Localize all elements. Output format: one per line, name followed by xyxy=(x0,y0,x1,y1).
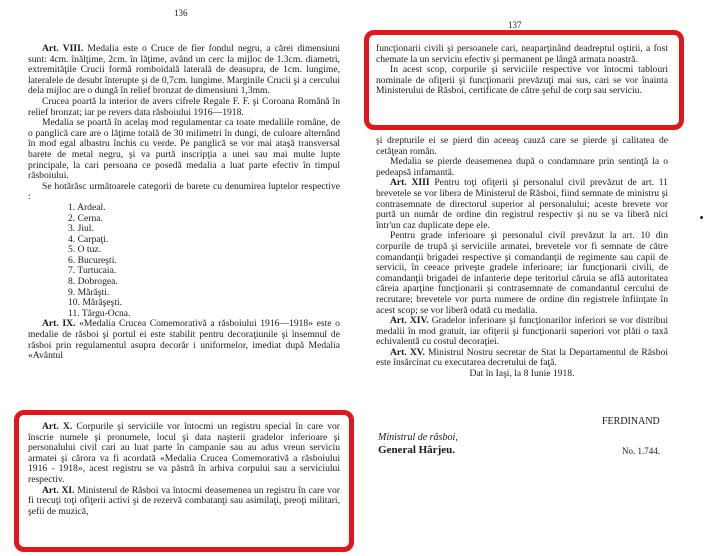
highlight-box-left-bottom xyxy=(14,410,354,552)
article-14: Art. XIV. Gradelor inferioare şi funcţionarilor inferiori se vor distribui medalii în mod gratuit, iar ofiţerii şi funcţionarii superiori vor plăti o taxă echivalentă cu costul decoraţiei. xyxy=(376,315,669,348)
decree-number: No. 1.744. xyxy=(622,446,660,456)
battle-item: 9. Mărăşti. xyxy=(68,286,110,298)
battle-item: 6. Bucureşti. xyxy=(68,254,117,266)
battle-list xyxy=(28,203,340,320)
article-9: Art. IX. «Medalia Crucea Comemorativă a răsboiului 1916—1918» este o medalie de răsboi şi portul ei este stabilit pentru decoraţiunile şi însemnul de răsboi prin regulamentul asupra decorăr i uniformelor, imediat după Medalia «Avântul xyxy=(28,318,340,362)
battle-item: 10. Mărăşeşti. xyxy=(68,297,123,309)
article-15: Art. XV. Ministrul Nostru secretar de Stat la Departamentul de Răsboi este însărcinat cu executarea decretului de faţă. xyxy=(376,346,668,369)
battle-item: 7. Turtucaia. xyxy=(68,265,117,277)
paragraph-loss: Medalia se pierde deasemenea după o condamnare prin sentinţă la o pedeapsă infamantă. xyxy=(376,156,668,178)
article-13: Art. XIII Pentru toţi ofiţerii şi personalul civil prevăzut de art. 11 brevetele se vor libera de Ministerul de Răsboi, fiind semnate de ministru şi contrasemnate de directorul superior al personalului; aceste brevete vor purtă un număr de ordine din registrul respectiv şi nu se va liberă nici într'un caz duplicate depe ele. xyxy=(376,177,668,231)
right-text-column xyxy=(376,136,668,380)
article-8: Art. VIII. Medalia este o Cruce de fier fondul negru, a cărei dimensiuni sunt: 4cm. înălţime, 2cm. în lăţime, având un cerc la mijloc de 1.3cm. diametri, extremităţile Crucii formă romboidală laterală de deasupra, de 1cm. lungime, lateralele de desubt înterupte şi de 0,7cm. lungime. Marginile Crucii şi a cercului dela mijloc are o dungă în relief bronzat de dimensiuni 1,3mm. xyxy=(28,43,340,97)
paragraph-rights: şi drepturile ei se pierd din aceeaş cauză care se pierde şi calitatea de cetăţean român. xyxy=(376,135,668,157)
battle-item: 3. Jiul. xyxy=(68,223,94,235)
king-signature: FERDINAND xyxy=(602,416,660,427)
minister-title: Ministrul de răsboi, xyxy=(378,432,458,443)
paragraph-inferior-grades: Pentru grade inferioare şi personalul civil prevăzut la art. 10 din corpurile de trupă şi serviciile armatei, brevetele vor fi semnate de către comandanţii brigadei respective şi comandanţii de regimente sau capii de servicii, în ceeace priveşte gradele inferioare; iar funcţionarii civili, de comandanţii brigadei de infanterie depe teritoriul căruia se află autoritatea căreia aparţine funcţionarii şi contrasemnate de comandantul cercului de recrutare; brevetele vor purta numere de ordine din registrele înfiinţate în acest scop; se vor liberă odată cu medalia. xyxy=(376,230,668,316)
left-text-column xyxy=(28,44,340,362)
paragraph-civil-servants: funcţionarii civili şi persoanele cari, neaparţinând deadreptul oştirii, a fost chemate la un serviciu efectiv şi permanent pe lângă armata noastră. xyxy=(376,43,668,65)
battle-item: 2. Cerna. xyxy=(68,212,103,224)
battle-item: 1. Ardeal. xyxy=(68,201,106,213)
page-number: 136 xyxy=(174,8,188,18)
minister-name: General Hârjeu. xyxy=(378,444,455,456)
highlight-box-right-top xyxy=(364,30,684,130)
paragraph-ribbon: Medalia se poartă în acelaş mod regulamentar ca toate medaliile române, de o panglică care are o lăţime totală de 30 milimetri în dungi, de culoare alternând în mod egal albastru închis cu verde. Pe panglică se vor mai ataşă transversal barete de metal negru, şi va purtă inscripţia a unei sau mai multe lupte principale, la cari persoana ce posedă medalia a luat parte efectiv în timpul răsboiului. xyxy=(28,117,340,182)
paragraph-categories: Se hotărăsc următoarele categorii de barete cu denumirea luptelor respective : xyxy=(28,180,340,203)
page-number: 137 xyxy=(508,20,522,30)
article-11: Art. XI. Ministerul de Răsboi va întocmi deasemenea un registru în care vor fi trecuţi toţi ofiţerii activi şi de rezervă combatanţi sau asimilaţi, preoţi militari, şefii de muzică, xyxy=(28,484,340,517)
right-page xyxy=(360,0,707,556)
battle-item: 8. Dobrogea. xyxy=(68,276,118,288)
article-10: Art. X. Corpurile şi serviciile vor întocmi un registru special în care vor înscrie numele şi pronumele, locul şi data naşterii gradelor inferioare şi personalului civil cari au luat parte în campanie sau au adus vreun serviciu armatei şi cărora va fi acordată «Medalia Crucea Comemorativă a răsboiului 1916 - 1918», acest registru se va păstră în arhiva corpului sau a serviciului respectiv. xyxy=(28,421,340,485)
date-line: Dat în Iaşi, la 8 Iunie 1918. xyxy=(469,368,575,380)
stray-mark xyxy=(700,216,703,219)
paragraph-cross-design: Crucea poartă la interior de avers cifrele Regale F. F. şi Coroana Română în relief bronzat; iar pe revers data răsboiului 1916—1918. xyxy=(28,95,340,118)
battle-item: 11. Târgu-Ocna. xyxy=(68,307,131,319)
battle-item: 5. O tuz. xyxy=(68,244,102,256)
battle-item: 4. Carpaţi. xyxy=(68,233,109,245)
paragraph-nominal-tables: In acest scop, corpurile şi serviciile respective vor întocmi tablouri nominale de ofiţerii şi funcţionarii prevăzuţi mai sus, cari se vor înainta Ministerului de Răsboi, certificate de către şeful de corp sau serviciu. xyxy=(376,64,668,97)
